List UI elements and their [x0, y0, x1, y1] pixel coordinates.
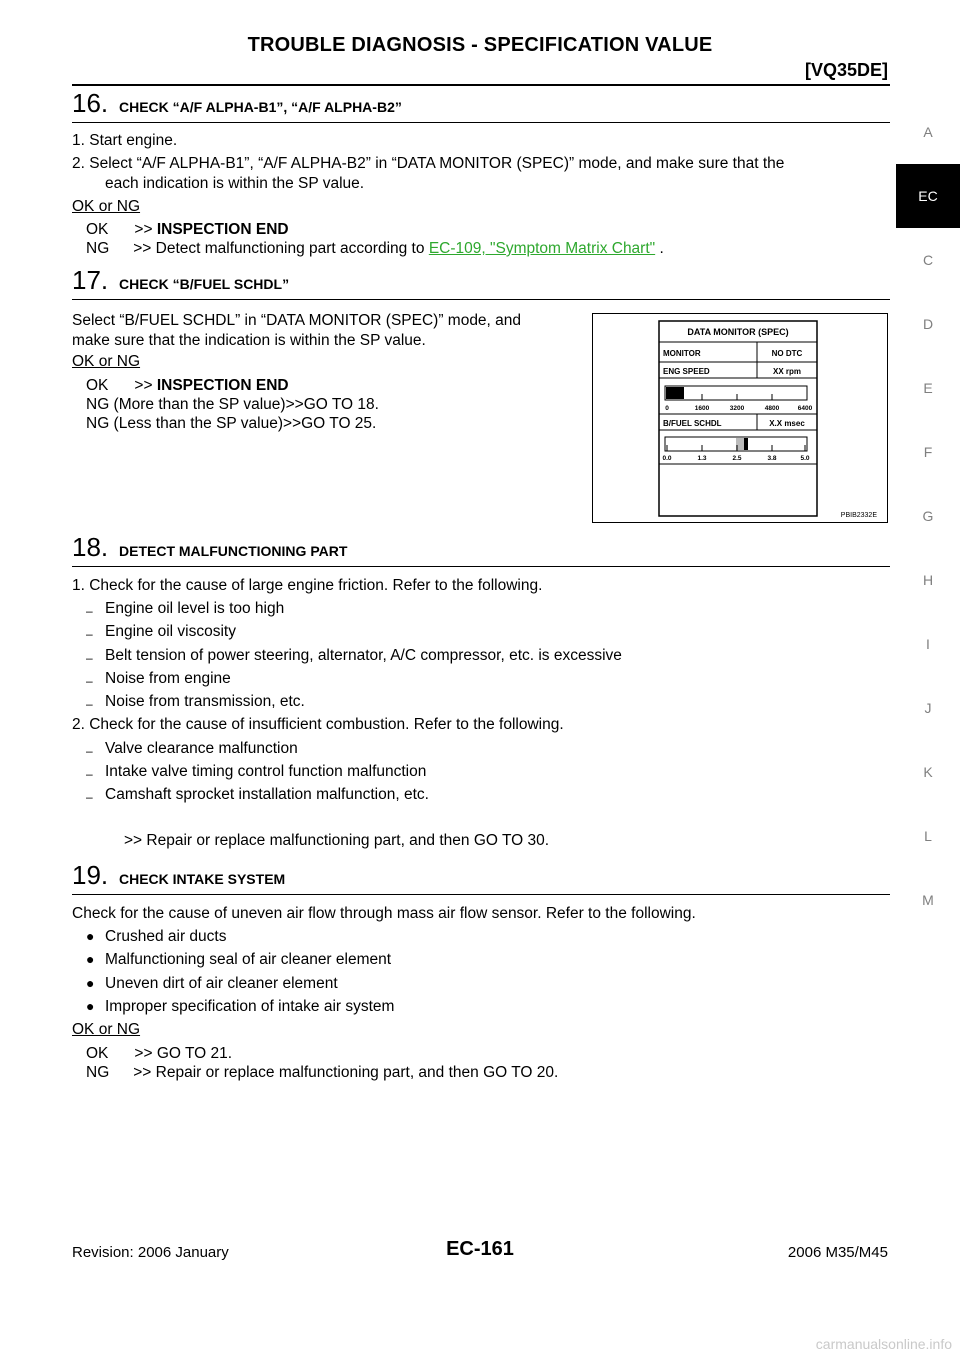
- bullet-marker: ●: [86, 975, 95, 991]
- dash-marker: –: [86, 674, 93, 688]
- step-18-item-2: 2. Check for the cause of insufficient combustion. Refer to the following.: [72, 716, 564, 733]
- step-title: CHECK “A/F ALPHA-B1”, “A/F ALPHA-B2”: [119, 99, 402, 115]
- scale-2-tick: 3.8: [767, 455, 777, 462]
- eng-speed-bar-fill: [666, 387, 684, 399]
- fuel-schedule-label: B/FUEL SCHDL: [663, 419, 722, 428]
- tab-a[interactable]: A: [923, 124, 933, 140]
- list-item: Noise from engine: [105, 670, 231, 687]
- ok-result: OK >> GO TO 21.: [86, 1045, 233, 1062]
- page-title: TROUBLE DIAGNOSIS - SPECIFICATION VALUE: [247, 34, 713, 56]
- list-item: Crushed air ducts: [105, 928, 227, 945]
- engine-model: [VQ35DE]: [804, 60, 888, 80]
- dash-marker: –: [86, 697, 93, 711]
- list-item: Noise from transmission, etc.: [105, 693, 305, 710]
- step-17-header: [72, 265, 890, 300]
- step-title: CHECK INTAKE SYSTEM: [119, 871, 286, 887]
- list-item: Engine oil viscosity: [105, 623, 236, 640]
- step-title: DETECT MALFUNCTIONING PART: [119, 543, 348, 559]
- tab-e[interactable]: E: [923, 380, 933, 396]
- tab-l[interactable]: L: [924, 828, 932, 844]
- scale-1-tick: 1600: [694, 405, 710, 412]
- tab-m[interactable]: M: [922, 892, 934, 908]
- step-16-item-2: 2. Select “A/F ALPHA-B1”, “A/F ALPHA-B2” in “DATA MONITOR (SPEC)” mode, and make sure that the: [72, 155, 785, 172]
- step-17-text-1: Select “B/FUEL SCHDL” in “DATA MONITOR (SPEC)” mode, and: [72, 312, 522, 329]
- list-item: Intake valve timing control function malfunction: [105, 763, 427, 780]
- step-16-item-1: 1. Start engine.: [72, 132, 178, 149]
- section-tabs: [896, 100, 960, 932]
- list-item: Uneven dirt of air cleaner element: [105, 975, 338, 992]
- list-item: Malfunctioning seal of air cleaner element: [105, 951, 392, 968]
- tab-ec[interactable]: EC: [896, 164, 960, 228]
- bullet-marker: ●: [86, 998, 95, 1014]
- ok-result: OK >> INSPECTION END: [86, 377, 289, 394]
- list-item: Camshaft sprocket installation malfunction, etc.: [105, 786, 429, 803]
- step-17-text-2: make sure that the indication is within the SP value.: [72, 332, 426, 349]
- tab-k[interactable]: K: [923, 764, 933, 780]
- list-item: Belt tension of power steering, alternator, A/C compressor, etc. is excessive: [105, 647, 622, 664]
- step-number: 17.: [72, 265, 109, 295]
- watermark: carmanualsonline.info: [815, 1336, 952, 1352]
- monitor-column-label: MONITOR: [663, 349, 701, 358]
- scale-1-tick: 6400: [797, 405, 813, 412]
- dash-marker: –: [86, 744, 93, 758]
- ok-result: OK >> INSPECTION END: [86, 221, 289, 238]
- scale-1-tick: 4800: [764, 405, 780, 412]
- step-title: CHECK “B/FUEL SCHDL”: [119, 276, 290, 292]
- dtc-status: NO DTC: [771, 349, 803, 358]
- page-number: EC-161: [446, 1238, 514, 1260]
- step-number: 16.: [72, 88, 109, 118]
- scale-2-tick: 2.5: [732, 455, 742, 462]
- list-item: Engine oil level is too high: [105, 600, 285, 617]
- dash-marker: –: [86, 604, 93, 618]
- tab-c[interactable]: C: [922, 252, 934, 268]
- list-item: Improper specification of intake air system: [105, 998, 395, 1015]
- data-monitor-screen: [593, 314, 887, 522]
- ok-or-ng-label: OK or NG: [72, 353, 141, 370]
- scale-2-tick: 1.3: [697, 455, 707, 462]
- scale-1-tick: 0: [665, 405, 669, 412]
- ng-result-less: NG (Less than the SP value)>>GO TO 25.: [86, 415, 377, 432]
- fuel-schedule-value: X.X msec: [769, 419, 805, 428]
- tab-i[interactable]: I: [926, 636, 930, 652]
- ng-result: NG >> Detect malfunctioning part according to EC-109, "Symptom Matrix Chart" .: [86, 240, 664, 257]
- ng-result: NG >> Repair or replace malfunctioning part, and then GO TO 20.: [86, 1064, 559, 1081]
- monitor-title: DATA MONITOR (SPEC): [687, 327, 789, 337]
- vehicle-model: 2006 M35/M45: [787, 1244, 888, 1261]
- tab-h[interactable]: H: [922, 572, 934, 588]
- step-16-item-2-cont: each indication is within the SP value.: [105, 175, 365, 192]
- list-item: Valve clearance malfunction: [105, 740, 298, 757]
- step-number: 18.: [72, 532, 109, 562]
- scale-1-tick: 3200: [729, 405, 745, 412]
- symptom-matrix-link[interactable]: EC-109, "Symptom Matrix Chart": [428, 240, 656, 257]
- tab-f[interactable]: F: [923, 444, 933, 460]
- step-19-intro: Check for the cause of uneven air flow through mass air flow sensor. Refer to the following.: [72, 905, 696, 922]
- step-18-header: [72, 532, 890, 567]
- eng-speed-value: XX rpm: [772, 367, 802, 376]
- ok-or-ng-label: OK or NG: [72, 198, 141, 215]
- ng-result-more: NG (More than the SP value)>>GO TO 18.: [86, 396, 379, 413]
- figure-code: PBIB2332E: [840, 512, 877, 519]
- dash-marker: –: [86, 767, 93, 781]
- header-rule: [72, 84, 890, 86]
- tab-g[interactable]: G: [922, 508, 934, 524]
- ok-or-ng-label: OK or NG: [72, 1021, 141, 1038]
- step-19-header: [72, 860, 890, 895]
- tab-j[interactable]: J: [924, 700, 932, 716]
- dash-marker: –: [86, 651, 93, 665]
- dash-marker: –: [86, 790, 93, 804]
- step-18-item-1: 1. Check for the cause of large engine friction. Refer to the following.: [72, 577, 543, 594]
- eng-speed-label: ENG SPEED: [663, 367, 710, 376]
- tab-d[interactable]: D: [922, 316, 934, 332]
- step-18-result: >> Repair or replace malfunctioning part, and then GO TO 30.: [124, 832, 550, 849]
- data-monitor-figure: [592, 313, 888, 523]
- revision-date: Revision: 2006 January: [72, 1244, 229, 1261]
- dash-marker: –: [86, 627, 93, 641]
- fuel-schedule-needle: [744, 438, 748, 450]
- step-number: 19.: [72, 860, 109, 890]
- scale-2-tick: 5.0: [800, 455, 810, 462]
- scale-2-tick: 0.0: [662, 455, 672, 462]
- bullet-marker: ●: [86, 928, 95, 944]
- bullet-marker: ●: [86, 951, 95, 967]
- step-16-header: [72, 88, 890, 123]
